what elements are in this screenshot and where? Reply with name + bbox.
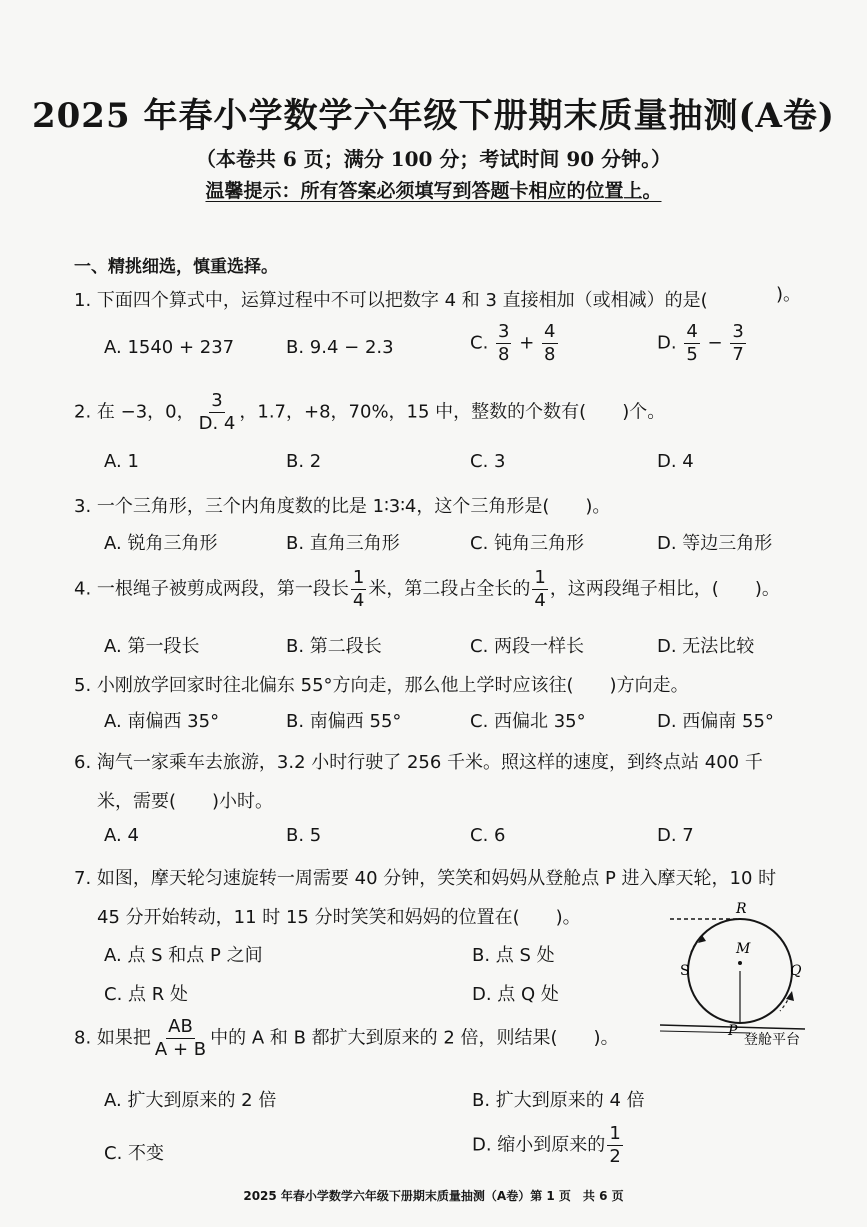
page-title: 2025 年春小学数学六年级下册期末质量抽测(A卷) <box>31 96 836 136</box>
q2-option-b: B. 2 <box>286 451 322 472</box>
question-7-line-2: 45 分开始转动，11 时 15 分时笑笑和妈妈的位置在( )。 <box>97 907 581 928</box>
q3-option-d: D. 等边三角形 <box>657 533 773 554</box>
q8-option-c: C. 不变 <box>104 1143 165 1164</box>
warm-tip <box>0 176 867 203</box>
q6-option-b: B. 5 <box>286 825 322 846</box>
q1-option-a: A. 1540 + 237 <box>104 337 235 358</box>
q2-option-a: A. 1 <box>104 451 139 472</box>
fraction: $\frac{1}{2}$ <box>609 1123 621 1167</box>
question-8: 8. 如果把 $\frac{AB}{A + B}$ 中的 A 和 B 都扩大到原来的 2 倍，则结果( )。 <box>74 1016 619 1060</box>
q2-option-d: D. 4 <box>657 451 694 472</box>
question-5: 5. 小刚放学回家时往北偏东 55°方向走，那么他上学时应该往( )方向走。 <box>74 675 689 696</box>
question-1-text: 1. 下面四个算式中，运算过程中不可以把数字 4 和 3 直接相加（或相减）的是( <box>74 290 708 311</box>
q3-option-b: B. 直角三角形 <box>286 533 400 554</box>
question-6-line-1: 6. 淘气一家乘车去旅游，3.2 小时行驶了 256 千米。照这样的速度，到终点站 400 千 <box>74 752 763 773</box>
q7-option-a: A. 点 S 和点 P 之间 <box>104 945 263 966</box>
question-3: 3. 一个三角形，三个内角度数的比是 1∶3∶4，这个三角形是( )。 <box>74 496 611 517</box>
q1-option-d-label: D. <box>657 332 677 354</box>
q8-option-a: A. 扩大到原来的 2 倍 <box>104 1090 277 1111</box>
question-4: 4. 一根绳子被剪成两段，第一段长 $\frac{1}{4}$ 米，第二段占全长的 $\frac{1}{4}$ ，这两段绳子相比，( )。 <box>74 567 780 611</box>
q5-option-c: C. 西偏北 35° <box>470 711 586 732</box>
label-platform: 登舱平台 <box>744 1032 800 1048</box>
fraction: $\frac{4}{5}$ <box>686 321 698 365</box>
fraction: $\frac{3}{8}$ <box>498 321 510 365</box>
q6-option-c: C. 6 <box>470 825 506 846</box>
fraction: $\frac{4}{8}$ <box>544 321 556 365</box>
q1-option-d: D. $\frac{4}{5}$ − $\frac{3}{7}$ <box>657 321 744 365</box>
q1-option-b: B. 9.4 − 2.3 <box>286 337 394 358</box>
exam-info: （本卷共 6 页；满分 100 分；考试时间 90 分钟。） <box>195 147 672 171</box>
q8-option-d: D. 缩小到原来的 $\frac{1}{2}$ <box>472 1123 621 1167</box>
q4-option-b: B. 第二段长 <box>286 636 382 657</box>
label-m: M <box>736 941 751 957</box>
q1-option-c: C. $\frac{3}{8}$ + $\frac{4}{8}$ <box>470 321 556 365</box>
q4-option-c: C. 两段一样长 <box>470 636 585 657</box>
q4-option-d: D. 无法比较 <box>657 636 755 657</box>
fraction: $\frac{1}{4}$ <box>352 567 365 611</box>
section-heading: 一、精挑细选，慎重选择。 <box>74 257 278 277</box>
q5-option-a: A. 南偏西 35° <box>104 711 220 732</box>
q5-option-b: B. 南偏西 55° <box>286 711 402 732</box>
q8-option-b: B. 扩大到原来的 4 倍 <box>472 1090 645 1111</box>
fraction: $\frac{AB}{A + B}$ <box>154 1016 207 1060</box>
q6-option-d: D. 7 <box>657 825 694 846</box>
q5-option-d: D. 西偏南 55° <box>657 711 774 732</box>
fraction: $\frac{1}{4}$ <box>534 567 546 611</box>
question-6-line-2: 米，需要( )小时。 <box>97 791 274 812</box>
q1-option-c-label: C. <box>470 332 489 354</box>
question-7-line-1: 7. 如图，摩天轮匀速旋转一周需要 40 分钟，笑笑和妈妈从登舱点 P 进入摩天轮，10 时 <box>74 868 777 889</box>
warm-tip-text: 温馨提示：所有答案必须填写到答题卡相应的位置上。 <box>205 180 662 202</box>
q7-option-c: C. 点 R 处 <box>104 984 188 1005</box>
q2-option-c: C. 3 <box>470 451 506 472</box>
question-2: 2. 在 −3，0， $\frac{3}{D. 4}$ ，1.7，+8，70%，15 中，整数的个数有( )个。 <box>74 390 666 434</box>
q4-option-a: A. 第一段长 <box>104 636 200 657</box>
q7-option-d: D. 点 Q 处 <box>472 984 559 1005</box>
fraction: $\frac{3}{D. 4}$ <box>198 390 236 434</box>
q3-option-a: A. 锐角三角形 <box>104 533 218 554</box>
q7-option-b: B. 点 S 处 <box>472 945 555 966</box>
q3-option-c: C. 钝角三角形 <box>470 533 585 554</box>
label-s: S <box>680 963 690 979</box>
label-q: Q <box>790 963 802 979</box>
question-1 <box>74 286 708 312</box>
center-dot <box>738 961 742 965</box>
fraction: $\frac{3}{7}$ <box>732 321 744 365</box>
page-footer: 2025 年春小学数学六年级下册期末质量抽测（A卷）第 1 页 共 6 页 <box>243 1189 624 1203</box>
question-1-end: )。 <box>776 284 802 305</box>
ferris-wheel-figure <box>660 895 810 1055</box>
label-r: R <box>736 901 747 917</box>
label-p: P <box>728 1023 738 1039</box>
q6-option-a: A. 4 <box>104 825 139 846</box>
